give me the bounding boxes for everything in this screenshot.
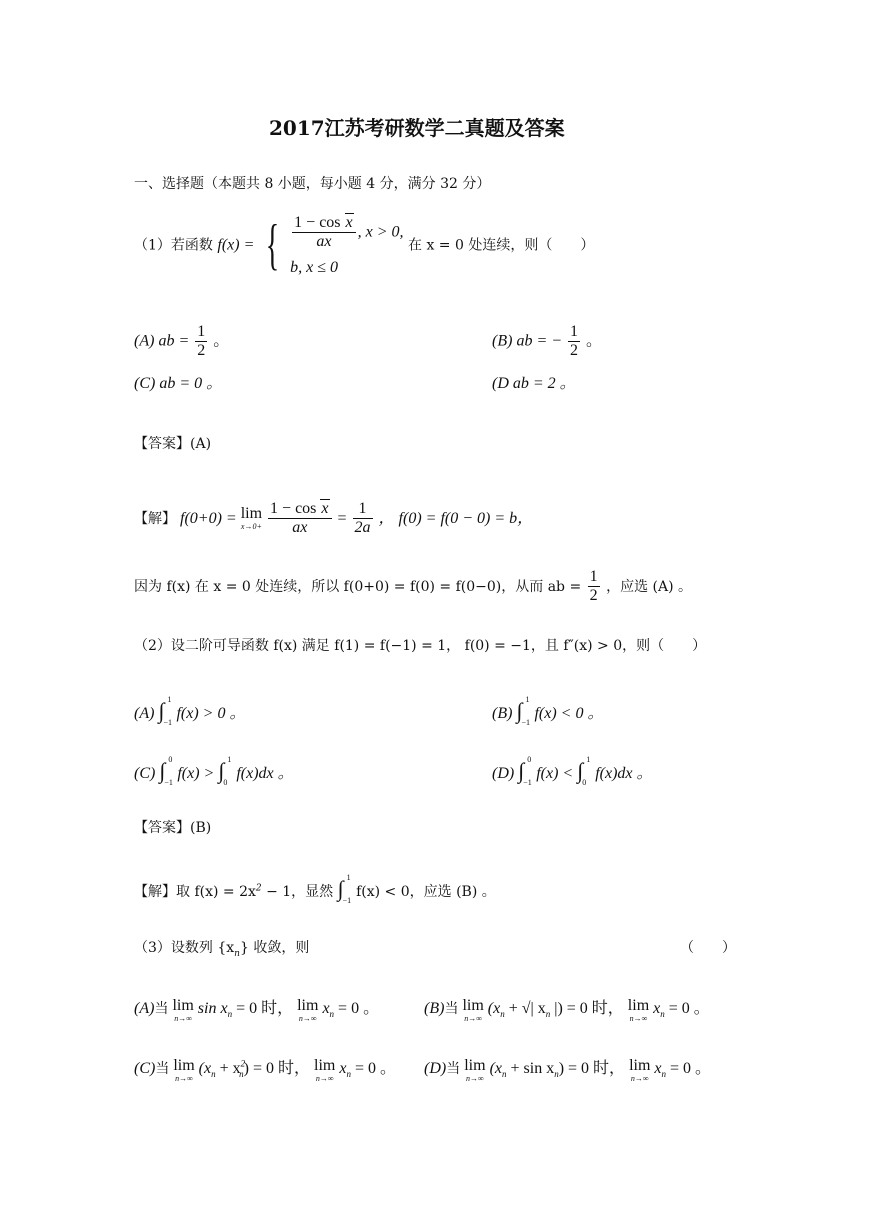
q2-option-c: (C) ∫ 0 −1 f(x) > ∫ 1 0 f(x)dx 。 — [134, 755, 294, 787]
q3-option-b: (B)当 lim n→∞ ($x_n$ + √| $x_n$ |) = 0 时， lim n→∞ $x_n = 0$ 。 — [424, 997, 710, 1023]
q1-option-d: (D ab = 2 。 — [492, 375, 576, 392]
question-1-label: （1）若函数 — [134, 237, 213, 254]
piecewise-brace: { — [265, 214, 279, 277]
q3-answer-paren: （ ） — [680, 940, 736, 956]
q1-solution: 【解】 f(0+0) = lim x→0+ $\frac{\text{1 − cos x}}{ax}$ = $\frac{1}{2a}$ ， f(0) = f(0 − 0) = b， — [134, 500, 534, 537]
case1-condition: , x > 0, — [357, 223, 404, 241]
q3-option-c: (C)当 lim n→∞ $(x_n + x^2_n) = 0$ 时， lim n→∞ $x_n = 0$ 。 — [134, 1057, 396, 1083]
q2-solution: 【解】取 $f(x) = 2x^2 - 1$，显然 ∫ 1 −1 f(x) < 0，应选 (B) 。 — [134, 873, 496, 905]
section-header: 一、选择题（本题共 8 小题，每小题 4 分，满分 32 分） — [134, 176, 491, 192]
question-3-stem: （3）设数列 $\{x_n\}$ 收敛，则 — [134, 940, 310, 959]
case1-fraction: $\frac{\text{1 − cos x}}{ax}$ — [292, 214, 355, 252]
q1-option-a: (A) ab = $\frac{1}{2}$ 。 — [134, 323, 230, 360]
function-definition: f(x) = — [217, 236, 255, 254]
q1-option-c: (C) ab = 0 。 — [134, 375, 223, 392]
question-1-tail: 在 x = 0 处连续，则（ ） — [408, 237, 595, 254]
q2-answer: 【答案】(B) — [134, 820, 212, 836]
q1-answer: 【答案】(A) — [134, 436, 212, 452]
q3-option-d: (D)当 lim n→∞ $(x_n + \sin x_n) = 0$ 时， lim n→∞ $x_n = 0$ 。 — [424, 1057, 712, 1083]
page-title: 2017江苏考研数学二真题及答案 — [269, 116, 565, 140]
q2-option-d: (D) ∫ 0 −1 f(x) < ∫ 1 0 f(x)dx 。 — [492, 755, 653, 787]
question-1-stem — [134, 214, 594, 294]
q1-reasoning: 因为 f(x) 在 x = 0 处连续，所以 f(0+0) = f(0) = f(0−0)，从而 ab = $\frac{1}{2}$ ，应选 (A) 。 — [134, 568, 693, 605]
q1-option-b: (B) ab = − $\frac{1}{2}$ 。 — [492, 323, 603, 360]
q2-option-b: (B) ∫ 1 −1 f(x) < 0 。 — [492, 695, 604, 727]
case2-expression: b, x ≤ 0 — [290, 258, 339, 276]
question-2-stem: （2）设二阶可导函数 f(x) 满足 f(1) = f(−1) = 1， f(0) = −1，且 f″(x) > 0，则（ ） — [134, 638, 707, 654]
q2-option-a: (A) ∫ 1 −1 f(x) > 0 。 — [134, 695, 246, 727]
piecewise-cases — [290, 214, 403, 277]
q3-option-a: (A)当 lim n→∞ $\sin x_n = 0$ 时， lim n→∞ $x_n = 0$ 。 — [134, 997, 380, 1023]
